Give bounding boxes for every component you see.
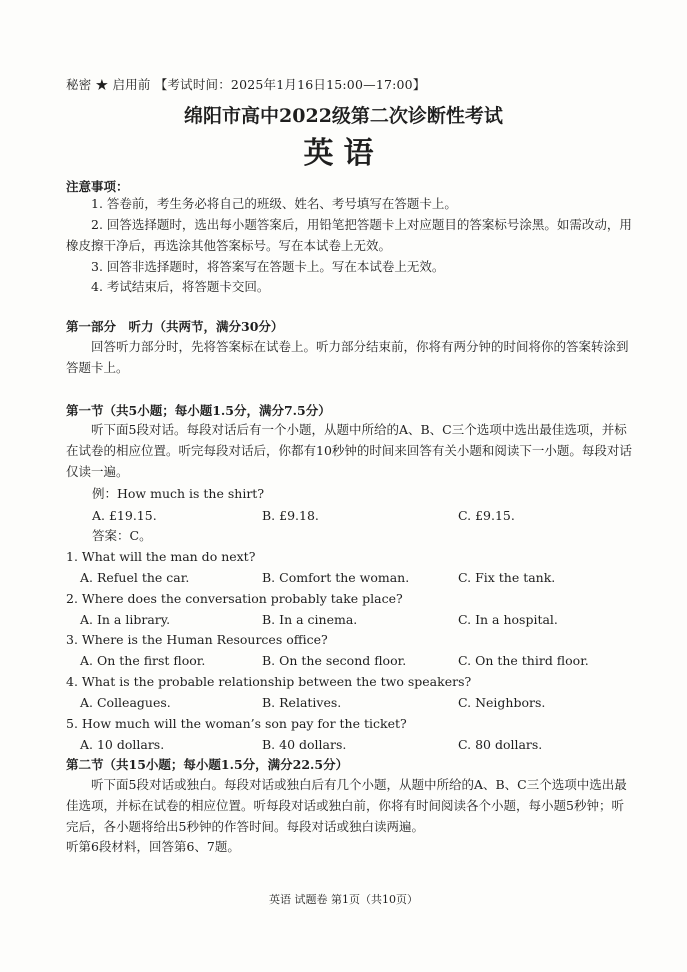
question-3-option-c: C. On the third floor. [458,653,589,668]
question-5: 5. How much will the woman’s son pay for the ticket? [66,716,407,731]
question-1: 1. What will the man do next? [66,549,256,564]
example-option-a: A. £19.15. [92,508,157,523]
section1-instruction: 听下面5段对话。每段对话后有一个小题，从题中所给的A、B、C三个选项中选出最佳选项，并标在试卷的相应位置。听完每段对话后，你都有10秒钟的时间来回答有关小题和阅读下一小题。每段对话仅读一遍。 [66,422,632,479]
question-2-option-b: B. In a cinema. [262,612,358,627]
note-item-3: 3. 回答非选择题时，将答案写在答题卡上。写在本试卷上无效。 [91,259,445,274]
question-2: 2. Where does the conversation probably take place? [66,591,403,606]
note-item-2: 2. 回答选择题时，选出每小题答案后，用铅笔把答题卡上对应题目的答案标号涂黑。如需改动，用橡皮擦干净后，再选涂其他答案标号。写在本试卷上无效。 [66,217,632,253]
question-2-option-a: A. In a library. [80,612,171,627]
part1-instruction: 回答听力部分时，先将答案标在试卷上。听力部分结束前，你将有两分钟的时间将你的答案转涂到答题卡上。 [66,339,629,375]
question-1-option-c: C. Fix the tank. [458,570,556,585]
page-footer: 英语 试题卷 第1页（共10页） [269,893,418,906]
question-4: 4. What is the probable relationship between the two speakers? [66,674,472,689]
question-5-option-b: B. 40 dollars. [262,737,347,752]
exam-subject: 英语 [303,136,384,171]
question-2-option-c: C. In a hospital. [458,612,558,627]
notes-heading: 注意事项： [66,179,129,194]
note-item-4: 4. 考试结束后，将答题卡交回。 [91,279,270,294]
example-answer: 答案：C。 [92,528,152,543]
section2-heading: 第二节（共15小题；每小题1.5分，满分22.5分） [66,757,349,772]
section1-heading: 第一节（共5小题；每小题1.5分，满分7.5分） [66,403,331,418]
question-4-option-a: A. Colleagues. [80,695,171,710]
example-option-c: C. £9.15. [458,508,515,523]
exam-header-info: 秘密 ★ 启用前 【考试时间：2025年1月16日15:00—17:00】 [66,77,426,92]
question-4-option-c: C. Neighbors. [458,695,546,710]
exam-title: 绵阳市高中2022级第二次诊断性考试 [184,105,503,127]
question-3-option-a: A. On the first floor. [80,653,206,668]
example-option-b: B. £9.18. [262,508,319,523]
note-item-1: 1. 答卷前，考生务必将自己的班级、姓名、考号填写在答题卡上。 [91,196,457,211]
question-1-option-a: A. Refuel the car. [80,570,190,585]
question-1-option-b: B. Comfort the woman. [262,570,410,585]
question-5-option-a: A. 10 dollars. [80,737,165,752]
part1-heading: 第一部分 听力（共两节，满分30分） [66,319,284,334]
example-question: 例：How much is the shirt? [92,486,265,501]
section2-instruction: 听下面5段对话或独白。每段对话或独白后有几个小题，从题中所给的A、B、C三个选项中选出最佳选项，并标在试卷的相应位置。听每段对话或独白前，你将有时间阅读各个小题，每小题5秒钟；听完后，各小题将给出5秒钟的作答时间。每段对话或独白读两遍。 [66,777,627,834]
question-4-option-b: B. Relatives. [262,695,342,710]
question-3: 3. Where is the Human Resources office? [66,632,328,647]
section2-first-prompt: 听第6段材料，回答第6、7题。 [66,839,240,854]
question-3-option-b: B. On the second floor. [262,653,407,668]
question-5-option-c: C. 80 dollars. [458,737,543,752]
